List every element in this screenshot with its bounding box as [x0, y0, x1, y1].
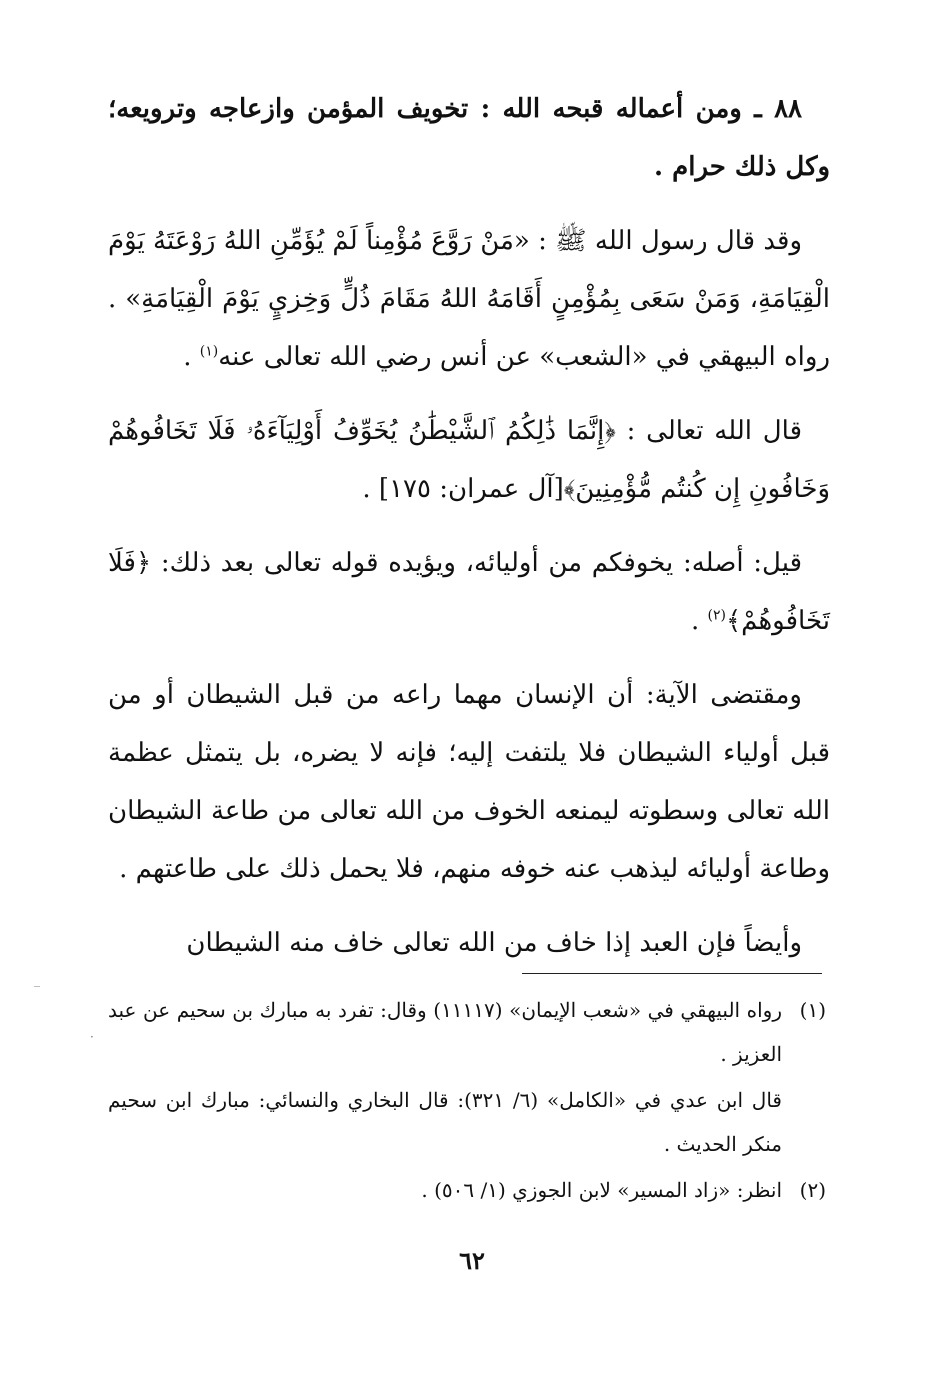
paragraph-heading — [108, 80, 830, 196]
paragraph-qil — [108, 534, 830, 650]
footnotes — [108, 988, 826, 1214]
paragraph-text: وأيضاً فإن العبد إذا خاف من الله تعالى خاف منه الشيطان — [186, 928, 802, 958]
scan-speck: · — [90, 1030, 94, 1044]
page-number: ٦٢ — [459, 1246, 485, 1275]
paragraph-text: ٨٨ ـ ومن أعماله قبحه الله : تخويف المؤمن وازعاجه وترويعه؛ وكل ذلك حرام . — [108, 94, 830, 182]
footnote-item — [108, 1168, 826, 1212]
paragraph-text: ومقتضى الآية: أن الإنسان مهما راعه من قبل الشيطان أو من قبل أولياء الشيطان فلا يلتفت إليه؛ فإنه لا يضره، بل يتمثل عظمة الله تعالى وسطوته ليمنعه الخوف من الله تعالى من طاعة الشيطان وطاعة أوليائه ليذهب عنه خوفه منهم، فلا يحمل ذلك على طاعتهم . — [108, 680, 830, 884]
paragraph-hadith — [108, 212, 830, 386]
footnote-item — [108, 1078, 826, 1166]
footnote-number: (١) — [799, 998, 826, 1022]
paragraph-aydan — [108, 914, 830, 972]
footnote-text: قال ابن عدي في «الكامل» (٦/ ٣٢١): قال البخاري والنسائي: مبارك ابن سحيم منكر الحديث . — [108, 1088, 782, 1156]
footnote-ref[interactable]: (١) — [199, 343, 219, 360]
paragraph-tail: . — [690, 606, 708, 636]
paragraph-verse — [108, 402, 830, 518]
footnote-text: انظر: «زاد المسير» لابن الجوزي (١/ ٥٠٦) . — [421, 1178, 782, 1202]
paragraph-tail: . — [183, 342, 200, 372]
paragraph-text: قيل: أصله: يخوفكم من أوليائه، ويؤيده قوله تعالى بعد ذلك: ﴿فَلَا تَخَافُوهُمْ﴾ — [108, 548, 830, 636]
footnote-number: (٢) — [799, 1178, 826, 1202]
footnote-text: رواه البيهقي في «شعب الإيمان» (١١١١٧) وقال: تفرد به مبارك بن سحيم عن عبد العزيز . — [108, 998, 782, 1066]
paragraph-text: قال الله تعالى : ﴿إِنَّمَا ذَٰلِكُمُ ٱلشَّيْطَٰنُ يُخَوِّفُ أَوْلِيَآءَهُۥ فَلَا تَخَافُوهُمْ وَخَافُونِ إِن كُنتُم مُّؤْمِنِينَ﴾[آل عمران: ١٧٥] . — [108, 416, 830, 504]
scan-speck: ‾ — [34, 984, 40, 998]
paragraph-text: وقد قال رسول الله ﷺ : «مَنْ رَوَّعَ مُؤْمِناً لَمْ يُؤَمِّنِ اللهُ رَوْعَتَهُ يَوْمَ الْقِيَامَةِ، وَمَنْ سَعَى بِمُؤْمِنٍ أَقَامَهُ اللهُ مَقَامَ ذُلٍّ وَخِزيٍ يَوْمَ الْقِيَامَةِ» . رواه البيهقي في «الشعب» عن أنس رضي الله تعالى عنه — [108, 226, 830, 372]
footnote-divider — [522, 973, 822, 974]
main-text — [108, 80, 830, 988]
footnote-item — [108, 988, 826, 1076]
footnote-ref[interactable]: (٢) — [707, 607, 726, 624]
paragraph-muqtada — [108, 666, 830, 898]
